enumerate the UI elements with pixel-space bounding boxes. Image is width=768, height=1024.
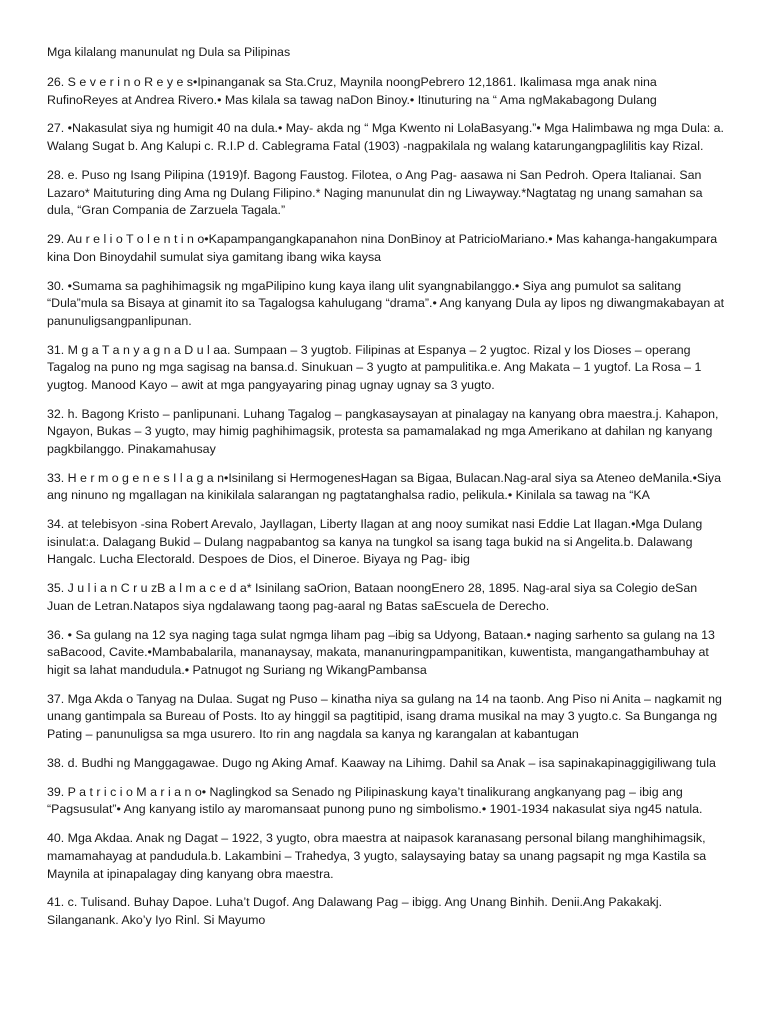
paragraph-32: 32. h. Bagong Kristo – panlipunani. Luhang Tagalog – pangkasaysayan at pinalagay na kanyang obra maestra.j. Kahapon, Ngayon, Bukas – 3 yugto, may himig paghihimagsik, protesta sa pamamalakad ng mga Amerikano at dahilan ng kanyang pagkbilanggo. Pinakamahusay (47, 406, 719, 456)
paragraph-36: 36. • Sa gulang na 12 sya naging taga sulat ngmga liham pag –ibig sa Udyong, Bataan.• naging sarhento sa gulang na 13 saBacood, Cavite.•Mambabalarila, mananaysay, makata, mananuringpampanitikan, kuwentista, mangangathambuhay at higit sa lahat mandudula.• Patnugot ng Suriang ng WikangPambansa (47, 627, 715, 677)
paragraph-34: 34. at telebisyon -sina Robert Arevalo, JayIlagan, Liberty Ilagan at ang nooy sumikat nasi Eddie Lat Ilagan.•Mga Dulang isinulat:a. Dalagang Bukid – Dulang nagpabantog sa kanya na tungkol sa isang taga bukid na si Angelita.b. Dalawang Hangalc. Lucha Electorald. Despoes de Dios, el Dineroe. Biyaya ng Pag- ibig (47, 517, 703, 567)
paragraph-26: 26. S e v e r i n o R e y e s•Ipinanganak sa Sta.Cruz, Maynila noongPebrero 12,1861. Ikalimasa mga anak nina RufinoReyes at Andrea Rivero.• Mas kilala sa tawag naDon Binoy.• Itinuturing na “ Ama ngMakabagong Dulang (47, 75, 657, 107)
paragraph-37: 37. Mga Akda o Tanyag na Dulaa. Sugat ng Puso – kinatha niya sa gulang na 14 na taonb. Ang Piso ni Anita – nagkamit ng unang gantimpala sa Bureau of Posts. Ito ay hinggil sa pagtitipid, isang drama musikal na may 3 yugto.c. Sa Bunganga ng Pating – panunuligsa sa mga usurero. Ito rin ang nagdala sa kanya ng karangalan at kabantugan (47, 691, 722, 742)
paragraph-33: 33. H e r m o g e n e s I l a g a n•Isinilang si HermogenesHagan sa Bigaa, Bulacan.Nag-aral siya sa Ateneo deManila.•Siya ang ninuno ng mgaIlagan na kinikilala salarangan ng pagtatanghalsa radio, pelikula.• Kinilala sa tawag na “KA (47, 470, 722, 503)
paragraph-41: 41. c. Tulisand. Buhay Dapoe. Luha’t Dugof. Ang Dalawang Pag – ibigg. Ang Unang Binhih. Denii.Ang Pakakakj. Silanganank. Ako’y Iyo Rinl. Si Mayumo (47, 895, 663, 928)
paragraph-30: 30. •Sumama sa paghihimagsik ng mgaPilipino kung kaya ilang ulit syangnabilanggo.• Siya ang pumulot sa salitang “Dula”mula sa Bisaya at ginamit ito sa Tagalogsa kahulugang “drama”.• Ang kanyang Dula ay lipos ng diwangmakabayan at panunuligsangpanlipunan. (47, 278, 725, 328)
paragraph-38: 38. d. Budhi ng Manggagawae. Dugo ng Aking Amaf. Kaaway na Lihimg. Dahil sa Anak – isa sapinakapinaggigiliwang tula (47, 755, 716, 770)
paragraph-39: 39. P a t r i c i o M a r i a n o• Naglingkod sa Senado ng Pilipinaskung kaya’t tinalikurang angkanyang pag – ibig ang “Pagsusulat”• Ang kanyang istilo ay maromansaat punong puno ng simbolismo.• 1901-1934 nakasulat siya ng45 natula. (47, 784, 703, 817)
paragraph-29: 29. Au r e l i o T o l e n t i n o•Kapampangangkapanahon nina DonBinoy at PatricioMariano.• Mas kahanga-hangakumpara kina Don Binoydahil sumulat siya gamitang ibang wika kaysa (47, 232, 718, 264)
paragraph-35: 35. J u l i a n C r u zB a l m a c e d a* Isinilang saOrion, Bataan noongEnero 28, 1895. Nag-aral siya sa Colegio deSan Juan de Letran.Natapos siya ngdalawang taong pag-aaral ng Batas saEscuela de Derecho. (47, 581, 698, 613)
document-title: Mga kilalang manunulat ng Dula sa Pilipinas (47, 45, 291, 59)
document-page (47, 44, 727, 941)
paragraph-31: 31. M g a T a n y a g n a D u l aa. Sumpaan – 3 yugtob. Filipinas at Espanya – 2 yugtoc. Rizal y los Dioses – operang Tagalog na puno ng mga sagisag na bansa.d. Sinukuan – 3 yugto at pampulitika.e. Ang Makata – 1 yugtof. La Rosa – 1 yugtog. Manood Kayo – awit at mga pangyayaring pinag ugnay ugnay sa 3 yugto. (47, 342, 702, 392)
paragraph-28: 28. e. Puso ng Isang Pilipina (1919)f. Bagong Faustog. Filotea, o Ang Pag- aasawa ni San Pedroh. Opera Italianai. San Lazaro* Maituturing ding Ama ng Dulang Filipino.* Naging manunulat din ng Liwayway.*Nagtatag ng unang samahan sa dula, “Gran Compania de Zarzuela Tagala.” (47, 167, 703, 218)
paragraph-40: 40. Mga Akdaa. Anak ng Dagat – 1922, 3 yugto, obra maestra at naipasok karanasang personal bilang manghihimagsik, mamamahayag at pandudula.b. Lakambini – Trahedya, 3 yugto, salaysaying batay sa unang pagsapit ng mga Kastila sa Maynila at ipinapalagay ding kanyang obra maestra. (47, 831, 707, 881)
paragraph-27: 27. •Nakasulat siya ng humigit 40 na dula.• May- akda ng “ Mga Kwento ni LolaBasyang.”• Mga Halimbawa ng mga Dula: a. Walang Sugat b. Ang Kalupi c. R.I.P d. Cablegrama Fatal (1903) -nagpakilala ng walang katarungangpaglilitis kay Rizal. (47, 121, 724, 154)
